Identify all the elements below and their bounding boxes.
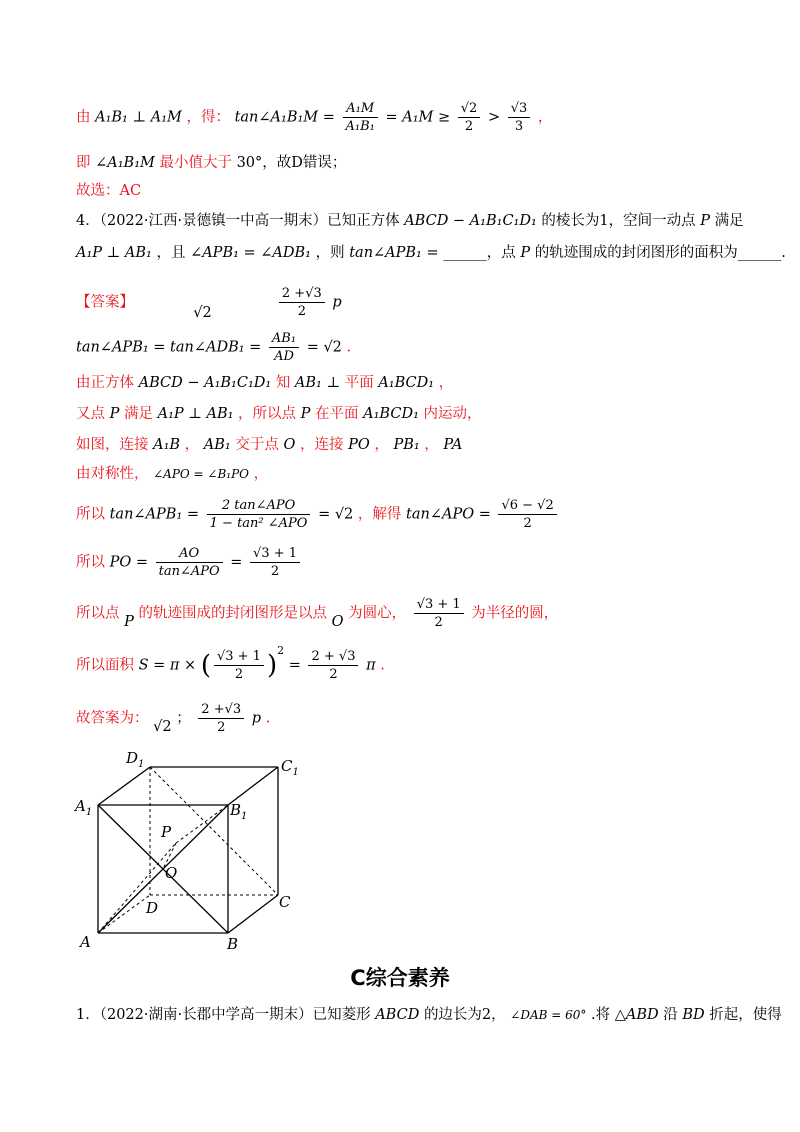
solution-step-6: 所以 tan∠APB₁ = 2 tan∠APO 1 − tan² ∠APO = √2 ，解得 tan∠APO = $\frac{√6 - √2}{2}$ (76, 497, 740, 532)
label-C1: $C_1$ (281, 757, 299, 778)
question-4-line-2: A₁P ⊥ AB₁ ，且 ∠APB₁ = ∠ADB₁ ，则 tan∠APB₁ = ______，点 P 的轨迹围成的封闭图形的面积为______. (76, 245, 786, 261)
answer-line: 【答案】 √2 $\frac{2 +√3}{2}$ p (76, 286, 342, 321)
label-A1: $A_1$ (75, 797, 93, 818)
question-1-line: 1．（2022·湖南·长郡中学高一期末）已知菱形 ABCD 的边长为2， ∠DAB = 60° .将 △ABD 沿 BD 折起，使得 (76, 1007, 782, 1023)
edge-A1-D1 (98, 767, 150, 805)
label-B1: $B_1$ (230, 801, 248, 822)
label-C: C (279, 893, 291, 911)
solution-step-2: 由正方体 ABCD − A₁B₁C₁D₁ 知 AB₁ ⊥ 平面 A₁BCD₁ ， (76, 375, 454, 391)
label-B: B (227, 935, 239, 953)
answer-tag: 【答案】 (76, 294, 134, 311)
dashed-P-B1 (176, 805, 228, 843)
edge-B1-C1 (228, 767, 278, 805)
solution-step-5: 由对称性， ∠APO = ∠B₁PO ， (76, 466, 269, 482)
label-O: O (165, 864, 178, 882)
solution-step-8: 所以点 P 的轨迹围成的封闭图形是以点 O 为圆心， $\frac{√3 + 1}{2}$ 为半径的圆， (76, 597, 559, 630)
solution-step-4: 如图，连接 A₁B ， AB₁ 交于点 O ，连接 PO ， PB₁ ， PA (76, 437, 463, 453)
solution-line-1: 由 A₁B₁ ⊥ A₁M ，得： tan∠A₁B₁M = $\frac{\text{A₁M}}{\text{A₁B₁}}$ = A₁M ≥ $\frac{√2}{2}$ > $\frac{√3}{3}$ ， (76, 101, 553, 134)
solution-step-3: 又点 P 满足 A₁P ⊥ AB₁ ，所以点 P 在平面 A₁BCD₁ 内运动， (76, 406, 482, 422)
cube-figure (70, 745, 310, 955)
solution-line-3: 故选：AC (76, 183, 142, 199)
section-heading: C综合素养 (350, 966, 450, 990)
label-P: P (161, 823, 172, 841)
solution-line-2: 即 ∠A₁B₁M 最小值大于 30°，故D错误； (76, 155, 347, 171)
hidden-edge-A-D (98, 895, 150, 933)
label-D1: $D_1$ (126, 749, 145, 770)
solution-step-9: 所以面积 S = π × ( $\frac{√3 + 1}{2}$ )$^2$ = $\frac{2 + √3}{2}$ π . (76, 643, 385, 682)
solution-step-1: tan∠APB₁ = tan∠ADB₁ = $\frac{\text{AB₁}}{AD}$ = √2 . (76, 331, 352, 364)
final-answer-line: 故答案为： √2 ； $\frac{2 +√3}{2}$ p . (76, 702, 271, 735)
solution-step-7: 所以 PO = AO tan∠APO = $\frac{√3 + 1}{2}$ (76, 545, 740, 580)
question-4-line-1: 4．（2022·江西·景德镇一中高一期末）已知正方体 ABCD − A₁B₁C₁D₁ 的棱长为1，空间一动点 P 满足 (76, 213, 744, 229)
dashed-A-P (98, 843, 176, 933)
label-D: D (146, 899, 159, 917)
label-A: A (80, 933, 91, 951)
edge-B-C (228, 895, 278, 933)
